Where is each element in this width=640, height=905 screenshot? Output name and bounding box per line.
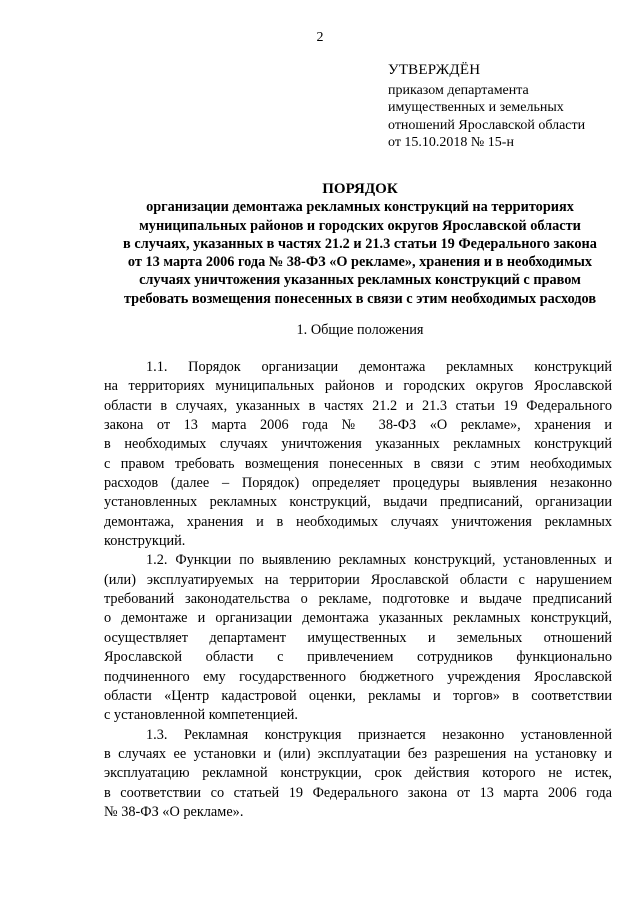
body-text — [104, 358, 612, 822]
paragraph-line: (или) эксплуатируемых на территории Ярославской области с нарушением — [104, 571, 612, 588]
paragraph-line: в необходимых случаях уничтожения указанных рекламных конструкций — [104, 436, 612, 453]
approval-stamp — [388, 62, 628, 152]
page-number: 2 — [316, 30, 324, 45]
paragraph-line: закона от 13 марта 2006 года № 38-ФЗ «О рекламе», хранения и — [104, 417, 612, 434]
approval-line: отношений Ярославской области — [388, 117, 586, 133]
paragraph-line: эксплуатацию рекламной конструкции, срок действия которого не истек, — [104, 765, 612, 782]
paragraph-line: с правом требовать возмещения понесенных в связи с этим необходимых — [104, 455, 612, 472]
paragraph-line: 1.2. Функции по выявлению рекламных конструкций, установленных и — [146, 552, 612, 569]
paragraph-1-2 — [104, 551, 612, 725]
title-line: от 13 марта 2006 года № 38-ФЗ «О рекламе», хранения и в необходимых — [127, 254, 593, 271]
paragraph-line: в случаях ее установки и (или) эксплуатации без разрешения на установку и — [104, 745, 612, 762]
paragraph-1-3 — [104, 726, 612, 823]
paragraph-line: демонтажа, хранения и в необходимых случаях уничтожения рекламных — [104, 513, 612, 530]
approval-line: имущественных и земельных — [388, 100, 564, 115]
paragraph-line: о демонтаже и организации демонтажа указанных рекламных конструкций, — [104, 610, 612, 627]
approval-line: от 15.10.2018 № 15-н — [388, 135, 514, 150]
paragraph-line: установленных рекламных конструкций, выдачи предписаний, организации — [104, 494, 612, 511]
title-line: в случаях, указанных в частях 21.2 и 21.3 статьи 19 Федерального закона — [123, 235, 597, 252]
section-heading: 1. Общие положения — [296, 322, 424, 338]
title-line: организации демонтажа рекламных конструкций на территориях — [146, 199, 574, 216]
paragraph-line: 1.3. Рекламная конструкция признается незаконно установленной — [146, 726, 612, 743]
paragraph-line: требований законодательства о рекламе, подготовке и выдаче предписаний — [104, 591, 612, 608]
title-line: требовать возмещения понесенных в связи с этим необходимых расходов — [123, 290, 597, 307]
paragraph-line: на территориях муниципальных районов и городских округов Ярославской — [104, 378, 612, 395]
approval-heading: УТВЕРЖДЁН — [388, 62, 481, 78]
paragraph-line: подчиненного ему государственного бюджетного учреждения Ярославской — [104, 668, 612, 685]
paragraph-line: расходов (далее – Порядок) определяет процедуры выявления незаконно — [104, 475, 612, 492]
paragraph-line: конструкций. — [104, 533, 186, 550]
paragraph-line: в соответствии со статьей 19 Федерального закона от 13 марта 2006 года — [104, 784, 612, 801]
paragraph-line: № 38-ФЗ «О рекламе». — [104, 803, 244, 820]
title-line: муниципальных районов и городских округов Ярославской области — [139, 217, 581, 234]
paragraph-line: области «Центр кадастровой оценки, рекламы и торгов» в соответствии — [104, 687, 612, 704]
paragraph-line: с установленной компетенцией. — [104, 707, 298, 724]
paragraph-line: 1.1. Порядок организации демонтажа рекламных конструкций — [146, 359, 612, 375]
paragraph-line: осуществляет департамент имущественных и земельных отношений — [104, 629, 612, 646]
approval-line: приказом департамента — [388, 82, 529, 98]
title-main: ПОРЯДОК — [322, 181, 398, 197]
paragraph-1-1 — [104, 358, 612, 551]
paragraph-line: области в случаях, указанных в частях 21.2 и 21.3 статьи 19 Федерального — [104, 397, 612, 414]
document-title — [100, 180, 620, 308]
paragraph-line: Ярославской области с привлечением сотрудников функционально — [104, 649, 612, 666]
title-line: случаях уничтожения указанных рекламных конструкций с правом — [139, 272, 581, 289]
